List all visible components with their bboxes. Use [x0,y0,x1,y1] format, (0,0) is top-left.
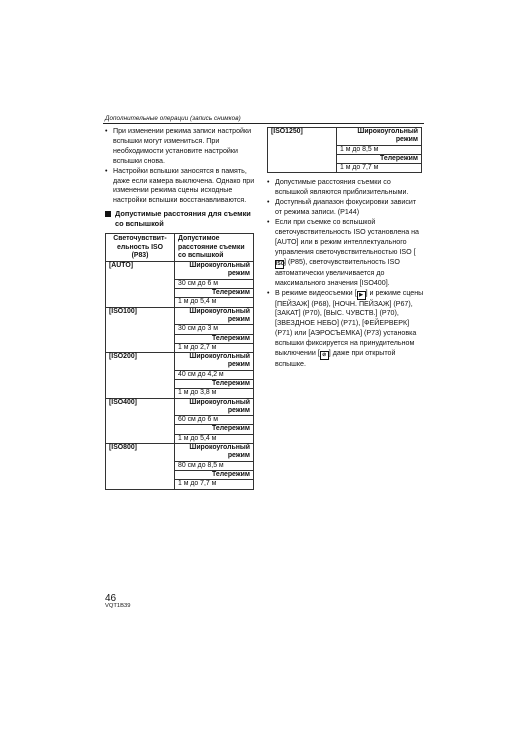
right-column [267,127,424,370]
bullet-focus-range: • Доступный диапазон фокусировки зависит от режима записи. (P144) [267,198,424,218]
header-divider [103,123,424,124]
tele-range-cell: 1 м до 5,4 м [175,434,254,443]
bullet-flash-mode-change: • При изменении режима записи настройки вспышки могут измениться. При необходимости установите настройки вспышки снова. [105,127,261,167]
wide-label-cell: Широкоугольный режим [175,353,254,371]
bullet-text: ] (P85), светочувствительность ISO автоматически увеличивается до максимального значения [ISO400]. [275,257,400,287]
tele-range-cell: 1 м до 2,7 м [175,343,254,352]
page-header: Дополнительные операции (запись снимков) [105,115,241,122]
tele-range-cell: 1 м до 7,7 м [175,480,254,489]
left-bullets [105,127,261,206]
flash-range-table [105,233,254,489]
bullet-iso-auto [267,218,424,288]
section-heading [105,209,261,229]
col-header-iso: Светочувствит-ельность ISO (P83) [106,234,175,262]
wide-label-cell: Широкоугольный режим [175,398,254,416]
iso-cell: [AUTO] [106,262,175,307]
tele-range-cell: 1 м до 3,8 м [175,389,254,398]
tele-range-cell: 1 м до 5,4 м [175,298,254,307]
table-row [106,307,254,325]
tele-label-cell: Телережим [175,289,254,298]
table-row [106,444,254,462]
bullet-text: В режиме видеосъемки [ [275,288,357,297]
wide-range-cell: 40 см до 4,2 м [175,370,254,379]
motion-picture-icon: ▶ [357,291,366,300]
iso-cell: [ISO100] [106,307,175,352]
table-row [268,128,422,146]
iso-cell: [ISO400] [106,398,175,443]
wide-label-cell: Широкоугольный режим [175,444,254,462]
bullet-flash-memory: • Настройки вспышки заносятся в память, даже если камера выключена. Однако при изменении режима сцены исходные настройки вспышки восстанавливаются. [105,167,261,207]
page-number: 46 [105,593,117,604]
table-row [106,353,254,371]
wide-range-cell: 80 см до 8,5 м [175,461,254,470]
left-column [105,127,261,490]
document-code: VQT1B39 [105,603,131,609]
bullet-text: Если при съемке со вспышкой светочувствительность ISO установлена на [AUTO] или в режим интеллектуального управления светочувствительностью ISO [ [275,218,419,256]
iso-cell: [ISO800] [106,444,175,489]
bullet-text: ] даже при открытой вспышке. [275,349,396,369]
wide-range-cell: 30 см до 3 м [175,325,254,334]
table-header-row [106,234,254,262]
tele-range-cell: 1 м до 7,7 м [337,164,422,173]
wide-label-cell: Широкоугольный режим [337,128,422,146]
wide-range-cell: 1 м до 8,5 м [337,145,422,154]
flash-off-icon: ⊘ [320,351,329,360]
wide-range-cell: 60 см до 6 м [175,416,254,425]
bullet-text: ] и режиме сцены [ПЕЙЗАЖ] (P68), [НОЧН. ПЕЙЗАЖ] (P67), [ЗАКАТ] (P70), [ВЫС. ЧУВСТВ.] (P70), [ЗВЕЗДНОЕ НЕБО] (P71), [ФЕЙЕРВЕРК] (P71) или [АЭРОСЪЕМКА] (P73) установка вспышки фиксируется на принудительном выключении [ [275,288,424,358]
section-title: Допустимые расстояния для съемки со вспышкой [115,209,251,229]
col-header-range: Допустимое расстояние съемки со вспышкой [175,234,254,262]
table-row [106,262,254,280]
tele-label-cell: Телережим [175,425,254,434]
table-row [106,398,254,416]
tele-label-cell: Телережим [175,470,254,479]
wide-label-cell: Широкоугольный режим [175,262,254,280]
wide-label-cell: Широкоугольный режим [175,307,254,325]
tele-label-cell: Телережим [175,334,254,343]
bullet-flash-forced-off [267,289,424,370]
right-bullets [267,178,424,370]
tele-label-cell: Телережим [337,154,422,163]
iso-cell: [ISO200] [106,353,175,398]
square-bullet-icon [105,211,111,217]
bullet-approximate-ranges: • Допустимые расстояния съемки со вспышкой являются приблизительными. [267,178,424,198]
wide-range-cell: 30 см до 6 м [175,279,254,288]
tele-label-cell: Телережим [175,380,254,389]
flash-range-table-continued [267,127,422,173]
iso-cell: [ISO1250] [268,128,337,173]
intelligent-iso-icon: ISO [276,260,285,267]
